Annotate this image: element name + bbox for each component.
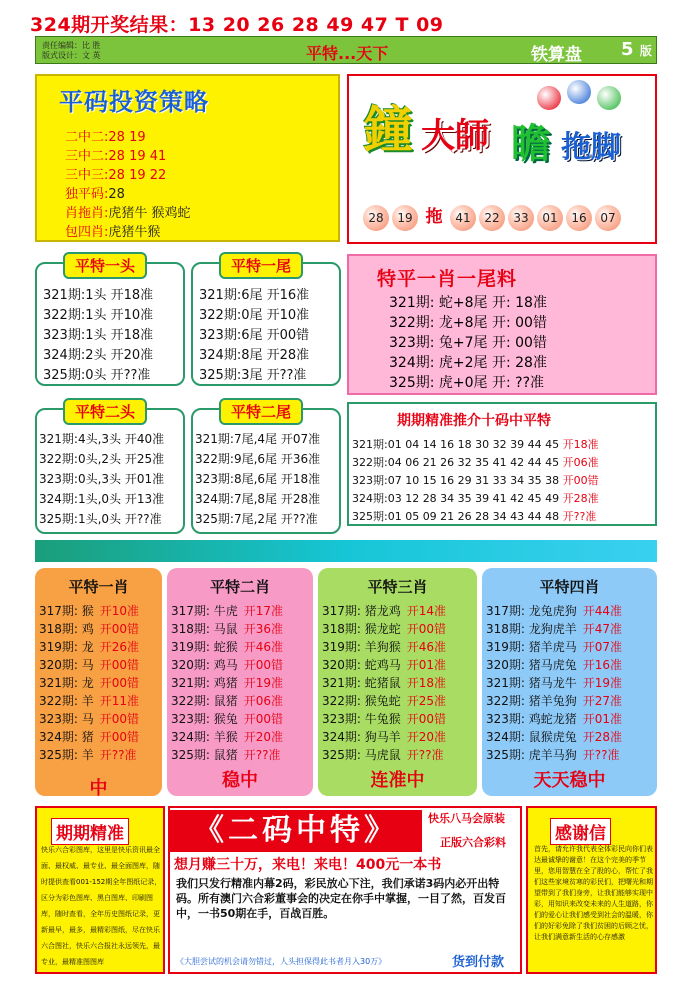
list-item: 325期:0头 开??准 — [43, 368, 151, 383]
strategy-value: 虎猪牛猴 — [108, 225, 161, 240]
table-row — [171, 674, 283, 691]
list-item: 324期:7尾,8尾 开28准 — [195, 492, 321, 506]
row-result: 开00错 — [243, 712, 284, 726]
page-number-label: 版 — [639, 44, 652, 58]
strategy-value: 28 19 22 — [108, 168, 167, 183]
table-row — [322, 674, 446, 691]
table-row — [39, 620, 139, 637]
list-item: 322期:1头 开10准 — [43, 308, 154, 323]
promo-slogan: 想月赚三十万，来电！来电！400元一本书 — [174, 857, 442, 873]
number-ball: 28 — [363, 205, 389, 231]
row-pick: 318期: 猴龙蛇 — [322, 622, 401, 636]
strategy-value: 28 — [108, 187, 125, 202]
row-result: 开46准 — [243, 640, 284, 654]
row-pick: 321期: 蛇猪鼠 — [322, 676, 401, 690]
row-result: 开00错 — [562, 474, 599, 487]
logo-char-zhong: 鐘 — [363, 101, 413, 159]
row-numbers: 322期:04 06 21 26 32 35 41 42 44 45 — [352, 456, 560, 469]
number-ball: 41 — [450, 205, 476, 231]
table-row — [352, 454, 599, 470]
list-item: 322期:9尾,6尾 开36准 — [195, 452, 321, 466]
left-promo-title: 期期精准 — [51, 818, 129, 845]
row-result: 开17准 — [243, 604, 284, 618]
row-pick: 318期: 龙狗虎羊 — [486, 622, 577, 636]
zodiac-column-title: 平特一肖 — [68, 578, 129, 596]
logo-char-zhan: 瞻 — [511, 121, 551, 167]
strategy-title: 平码投资策略 — [59, 88, 209, 116]
row-pick: 323期: 马 — [39, 712, 94, 726]
row-result: 开26准 — [99, 640, 140, 654]
designer-credit: 版式设计：文 英 — [42, 51, 101, 60]
number-ball: 19 — [392, 205, 418, 231]
row-result: 开28准 — [582, 730, 623, 744]
strategy-panel — [35, 74, 340, 242]
zodiac-column-title: 平特二肖 — [209, 578, 270, 596]
zodiac-column-title: 平特四肖 — [539, 578, 600, 596]
strategy-line — [65, 221, 160, 240]
row-result: 开??准 — [99, 748, 137, 762]
row-result: 开01准 — [406, 658, 447, 672]
table-row — [486, 620, 622, 637]
row-pick: 325期: 马虎鼠 — [322, 748, 401, 762]
row-result: 开00错 — [243, 658, 284, 672]
cash-on-delivery: 货到付款 — [452, 955, 505, 970]
row-result: 开19准 — [243, 676, 284, 690]
page-number — [621, 39, 652, 60]
table-row — [352, 490, 599, 506]
list-item: 321期:7尾,4尾 开07准 — [195, 432, 321, 446]
strategy-key: 独平码: — [65, 187, 109, 202]
table-row — [39, 728, 139, 745]
strategy-line — [65, 202, 191, 221]
table-row — [322, 602, 446, 619]
row-pick: 317期: 猪龙鸡 — [322, 604, 401, 618]
row-result: 开??准 — [562, 510, 597, 523]
row-result: 开00错 — [99, 658, 140, 672]
list-item: 323期:8尾,6尾 开18准 — [195, 472, 321, 486]
table-row — [352, 508, 596, 524]
row-pick: 317期: 牛虎 — [171, 604, 238, 618]
list-item: 321期:6尾 开16准 — [199, 288, 310, 303]
two-head-panel — [35, 403, 185, 534]
two-code-banner: 《二码中特》 — [170, 810, 422, 852]
row-result: 开28准 — [562, 492, 599, 505]
number-ball: 01 — [537, 205, 563, 231]
row-result: 开19准 — [582, 676, 623, 690]
promo-side-line-2: 正版六合彩料 — [440, 836, 506, 849]
table-row — [171, 602, 283, 619]
two-head-title: 平特二头 — [63, 398, 147, 425]
list-item: 322期:0头,2头 开25准 — [39, 452, 165, 466]
row-pick: 324期: 狗马羊 — [322, 730, 401, 744]
table-row — [486, 746, 620, 763]
two-tail-panel — [191, 403, 341, 534]
list-item: 321期: 蛇+8尾 开: 18准 — [389, 295, 547, 311]
thanks-letter-title: 感谢信 — [550, 818, 611, 845]
list-item: 322期:0尾 开10准 — [199, 308, 310, 323]
list-item: 324期:1头,0头 开13准 — [39, 492, 165, 506]
row-pick: 323期: 鸡蛇龙猪 — [486, 712, 577, 726]
row-pick: 320期: 马 — [39, 658, 94, 672]
row-result: 开??准 — [243, 748, 281, 762]
zodiac-column-footer: 连准中 — [370, 770, 425, 791]
row-result: 开00错 — [99, 712, 140, 726]
row-result: 开16准 — [582, 658, 623, 672]
row-result: 开??准 — [406, 748, 444, 762]
row-pick: 318期: 鸡 — [39, 622, 94, 636]
row-result: 开20准 — [243, 730, 284, 744]
editor-credit: 责任编辑：比 胜 — [42, 41, 101, 50]
row-pick: 321期: 龙 — [39, 676, 94, 690]
strategy-value: 虎猪牛 猴鸡蛇 — [108, 206, 191, 221]
table-row — [322, 656, 446, 673]
list-item: 324期: 虎+2尾 开: 28准 — [389, 355, 547, 371]
row-pick: 323期: 猴兔 — [171, 712, 238, 726]
number-ball: 07 — [595, 205, 621, 231]
green-ball-icon — [597, 86, 621, 110]
row-numbers: 325期:01 05 09 21 26 28 34 43 44 48 — [352, 510, 560, 523]
row-pick: 319期: 猪羊虎马 — [486, 640, 577, 654]
ten-code-panel — [347, 402, 657, 526]
ten-code-title: 期期精准推介十码中平特 — [397, 413, 551, 429]
table-row — [39, 710, 139, 727]
page-number-value: 5 — [621, 39, 634, 60]
one-xiao-one-tail-panel — [347, 254, 657, 395]
table-row — [486, 602, 622, 619]
list-item: 321期:1头 开18准 — [43, 288, 154, 303]
logo-number-row — [363, 204, 624, 231]
promo-side-line-1: 快乐八马会原装 — [428, 812, 505, 825]
row-numbers: 321期:01 04 14 16 18 30 32 39 44 45 — [352, 438, 560, 451]
pt-head-title: 平特一头 — [63, 252, 147, 279]
list-item: 325期:7尾,2尾 开??准 — [195, 512, 318, 526]
center-promo-panel — [168, 806, 522, 974]
table-row — [486, 638, 622, 655]
list-item: 322期: 龙+8尾 开: 00错 — [389, 315, 547, 331]
list-item: 323期:1头 开18准 — [43, 328, 154, 343]
strategy-key: 三中二: — [65, 149, 109, 164]
table-row — [171, 710, 283, 727]
row-result: 开00错 — [99, 730, 140, 744]
pt-tail-panel — [191, 257, 341, 386]
list-item: 325期: 虎+0尾 开: ??准 — [389, 375, 545, 391]
table-row — [171, 620, 283, 637]
list-item: 323期:6尾 开00错 — [199, 328, 310, 343]
table-row — [171, 638, 283, 655]
row-pick: 323期: 牛兔猴 — [322, 712, 401, 726]
strategy-value: 28 19 41 — [108, 149, 167, 164]
row-pick: 318期: 马鼠 — [171, 622, 238, 636]
header-bar — [35, 36, 657, 64]
divider-band — [35, 540, 657, 562]
row-pick: 319期: 龙 — [39, 640, 94, 654]
row-result: 开07准 — [582, 640, 623, 654]
row-result: 开06准 — [243, 694, 284, 708]
row-result: 开18准 — [562, 438, 599, 451]
row-pick: 324期: 羊猴 — [171, 730, 238, 744]
red-ball-icon — [537, 86, 561, 110]
zodiac-column-3 — [318, 568, 477, 796]
row-result: 开??准 — [582, 748, 620, 762]
number-ball: 16 — [566, 205, 592, 231]
list-item: 323期: 兔+7尾 开: 00错 — [389, 335, 547, 351]
table-row — [39, 746, 137, 763]
strategy-line — [65, 145, 166, 164]
row-result: 开06准 — [562, 456, 599, 469]
row-result: 开46准 — [406, 640, 447, 654]
row-pick: 325期: 鼠猪 — [171, 748, 238, 762]
number-ball: 33 — [508, 205, 534, 231]
row-pick: 319期: 蛇猴 — [171, 640, 238, 654]
strategy-line — [65, 164, 166, 183]
pt-tail-title: 平特一尾 — [219, 252, 303, 279]
list-item: 321期:4头,3头 开40准 — [39, 432, 165, 446]
strategy-key: 三中三: — [65, 168, 109, 183]
header-center-title: 平特...天下 — [306, 44, 389, 63]
table-row — [322, 710, 446, 727]
row-pick: 325期: 虎羊马狗 — [486, 748, 577, 762]
strategy-key: 包四肖: — [65, 225, 109, 240]
row-pick: 321期: 鸡猪 — [171, 676, 238, 690]
list-item: 325期:1头,0头 开??准 — [39, 512, 162, 526]
row-pick: 325期: 羊 — [39, 748, 94, 762]
blue-ball-icon — [567, 80, 591, 104]
row-result: 开44准 — [582, 604, 623, 618]
left-promo-panel — [35, 806, 165, 974]
strategy-line — [65, 126, 146, 145]
table-row — [322, 746, 444, 763]
draw-result-title: 324期开奖结果：13 20 26 28 49 47 T 09 — [30, 14, 444, 36]
logo-char-tuojiao: 拖脚 — [561, 130, 621, 165]
table-row — [171, 746, 281, 763]
table-row — [322, 620, 446, 637]
strategy-key: 二中二: — [65, 130, 109, 145]
row-result: 开47准 — [582, 622, 623, 636]
table-row — [39, 638, 139, 655]
row-result: 开20准 — [406, 730, 447, 744]
list-item: 323期:0头,3头 开01准 — [39, 472, 165, 486]
table-row — [322, 638, 446, 655]
table-row — [171, 728, 283, 745]
row-pick: 322期: 猪羊兔狗 — [486, 694, 577, 708]
zodiac-column-footer: 天天稳中 — [533, 770, 606, 791]
row-pick: 320期: 蛇鸡马 — [322, 658, 401, 672]
row-pick: 324期: 鼠猴虎兔 — [486, 730, 577, 744]
two-tail-title: 平特二尾 — [219, 398, 303, 425]
pt-head-panel — [35, 257, 185, 386]
zodiac-column-4 — [482, 568, 657, 796]
row-pick: 322期: 猴兔蛇 — [322, 694, 401, 708]
zodiac-column-1 — [35, 568, 162, 799]
row-numbers: 323期:07 10 15 16 29 31 33 34 35 38 — [352, 474, 560, 487]
header-right-title: 铁算盘 — [531, 45, 582, 65]
master-logo-panel — [347, 74, 657, 244]
row-result: 开14准 — [406, 604, 447, 618]
row-result: 开01准 — [582, 712, 623, 726]
thanks-letter-text: 首先，请允许我代表全体彩民向你们表达最诚挚的谢意！在这个完美的季节里，您用智慧在全了股的心，帮忙了我们这些家境贫寒的彩民们，把曙光和期望带到了我们身旁，让我们能够实现中彩，用知识来改变未来的人生道路，你们的爱心让我们感受到社会的温暖，你们的好彩免除了我们贫困的后顾之忧，让我们满意新生活的心存感激 — [534, 845, 653, 941]
table-row — [39, 602, 139, 619]
row-pick: 322期: 羊 — [39, 694, 94, 708]
row-pick: 322期: 鼠猪 — [171, 694, 238, 708]
row-pick: 320期: 鸡马 — [171, 658, 238, 672]
row-result: 开00错 — [99, 622, 140, 636]
strategy-line — [65, 183, 125, 202]
table-row — [322, 692, 446, 709]
one-xiao-one-tail-title: 特平一肖一尾料 — [377, 268, 518, 290]
table-row — [486, 692, 622, 709]
table-row — [486, 728, 622, 745]
row-pick: 320期: 猪马虎兔 — [486, 658, 577, 672]
zodiac-column-2 — [167, 568, 313, 796]
table-row — [352, 436, 599, 452]
zodiac-column-footer: 中 — [89, 778, 108, 799]
list-item: 325期:3尾 开??准 — [199, 368, 307, 383]
zodiac-column-title: 平特三肖 — [367, 578, 428, 596]
table-row — [171, 656, 283, 673]
row-result: 开25准 — [406, 694, 447, 708]
table-row — [322, 728, 446, 745]
logo-char-dashi: 大師 — [421, 116, 489, 156]
table-row — [39, 656, 139, 673]
strategy-key: 肖拖肖: — [65, 206, 109, 221]
row-pick: 321期: 猪马龙牛 — [486, 676, 577, 690]
row-result: 开10准 — [99, 604, 140, 618]
table-row — [486, 656, 622, 673]
left-promo-text: 快乐六合彩图库，这里是快乐资讯最全面、最权威、最专业、最全面图库，随时提供查看001-152期全年图纸记录，区分为彩色图库、黑白图库、印刷图库，随时查看，全年历史图纸记录，更新最早，最多，最精彩图纸，尽在快乐六合图社，快乐六合报社永远领先，最专业，最精准图图库 — [41, 846, 162, 966]
list-item: 324期:8尾 开28准 — [199, 348, 310, 363]
row-pick: 319期: 羊狗猴 — [322, 640, 401, 654]
row-pick: 324期: 猪 — [39, 730, 94, 744]
promo-tail: 《大胆尝试的机会请勿错过，人头担保得此书者月入30万》 — [176, 957, 387, 966]
table-row — [39, 692, 139, 709]
row-pick: 317期: 龙兔虎狗 — [486, 604, 577, 618]
number-ball: 22 — [479, 205, 505, 231]
row-result: 开18准 — [406, 676, 447, 690]
table-row — [486, 710, 622, 727]
promo-body: 我们只发行精准内幕2码，彩民放心下注，我们承诺3码内必开出特码。所有澳门六合彩董事会的决定在你手中掌握，一目了然，百发百中，一书50期在手，百战百胜。 — [176, 877, 506, 920]
table-row — [486, 674, 622, 691]
tuo-label: 拖 — [425, 207, 443, 227]
table-row — [39, 674, 139, 691]
row-result: 开00错 — [406, 712, 447, 726]
list-item: 324期:2头 开20准 — [43, 348, 154, 363]
row-result: 开36准 — [243, 622, 284, 636]
row-result: 开00错 — [99, 676, 140, 690]
row-numbers: 324期:03 12 28 34 35 39 41 42 45 49 — [352, 492, 560, 505]
table-row — [352, 472, 599, 488]
thanks-letter-panel — [526, 806, 657, 974]
table-row — [171, 692, 283, 709]
row-pick: 317期: 猴 — [39, 604, 94, 618]
zodiac-column-footer: 稳中 — [222, 770, 258, 791]
row-result: 开00错 — [406, 622, 447, 636]
strategy-value: 28 19 — [108, 130, 146, 145]
row-result: 开27准 — [582, 694, 623, 708]
row-result: 开11准 — [99, 694, 140, 708]
